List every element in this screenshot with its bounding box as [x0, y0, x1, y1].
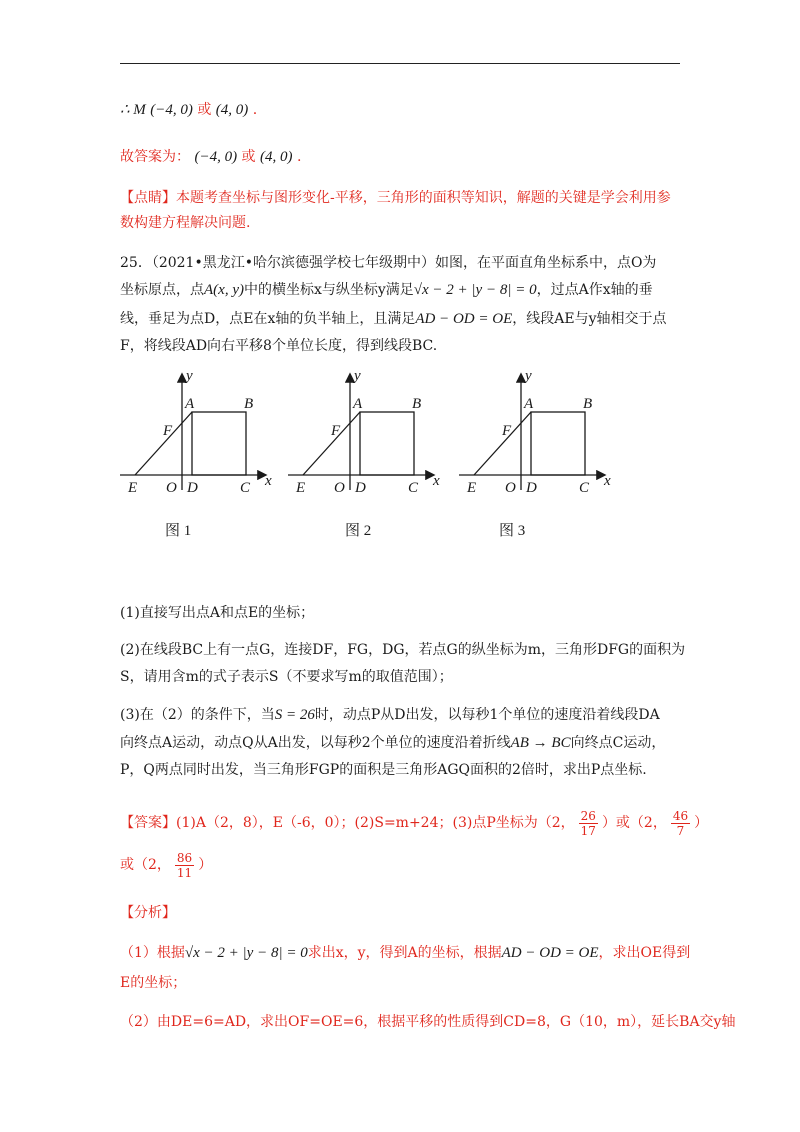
fig2-label-x: x — [433, 473, 440, 489]
dianjing-line-1: 【点睛】本题考查坐标与图形变化-平移，三角形的面积等知识，解题的关键是学会利用参 — [120, 190, 671, 206]
fig2-caption: 图 2 — [345, 523, 372, 539]
fig3-label-E: E — [467, 480, 477, 496]
part-2-line-2: S，请用含m的式子表示S（不要求写m的取值范围）； — [120, 669, 453, 685]
fig1-label-A: A — [185, 396, 195, 412]
fig2-label-C: C — [408, 480, 419, 496]
header-rule — [120, 63, 680, 64]
fig2-label-F: F — [331, 423, 341, 439]
fig3-caption: 图 3 — [499, 523, 526, 539]
fig1-label-E: E — [128, 480, 138, 496]
answer-line-2: 或（2， $\frac{86}{11}$ ） — [120, 850, 213, 880]
fig1-label-y: y — [186, 368, 193, 384]
fig2-label-B: B — [412, 396, 422, 412]
fig1-label-C: C — [240, 480, 251, 496]
answer-fraction-1: $\frac{26}{17}$ — [580, 808, 596, 838]
analysis-1-line-2: E的坐标； — [120, 975, 187, 991]
fig2-label-A: A — [353, 396, 363, 412]
fig2-label-D: D — [355, 480, 366, 496]
part-3-line-2: 向终点A运动，动点Q从A出发，以每秒2个单位的速度沿着折线AB → BC向终点C运动， — [120, 735, 666, 751]
part-2-line-1: (2)在线段BC上有一点G，连接DF，FG，DG，若点G的纵坐标为m，三角形DFG的面积为 — [120, 642, 686, 658]
dianjing-line-2: 数构建方程解决问题. — [120, 215, 251, 231]
fig3-label-B: B — [583, 396, 593, 412]
fig3-label-O: O — [505, 480, 516, 496]
part-3-line-1: (3)在（2）的条件下，当S = 26时，动点P从D出发，以每秒1个单位的速度沿着线段DA — [120, 707, 660, 723]
fig1-label-F: F — [163, 423, 173, 439]
q25-line-1: 25．（2021•黑龙江•哈尔滨德强学校七年级期中）如图，在平面直角坐标系中，点O为 — [120, 255, 657, 271]
fig1-label-B: B — [244, 396, 254, 412]
fig2-label-O: O — [334, 480, 345, 496]
fig3-label-x: x — [604, 473, 611, 489]
fig1-caption: 图 1 — [165, 523, 192, 539]
part-3-line-3: P，Q两点同时出发，当三角形FGP的面积是三角形AGQ面积的2倍时，求出P点坐标. — [120, 762, 647, 778]
line-answer-is: 故答案为： (−4, 0) 或 (4, 0) . — [120, 149, 302, 165]
answer-fraction-3: $\frac{86}{11}$ — [176, 850, 193, 880]
fig3-label-D: D — [526, 480, 537, 496]
fig1-label-D: D — [187, 480, 198, 496]
figure-1 — [115, 365, 285, 545]
fig1-label-O: O — [166, 480, 177, 496]
fig3-label-A: A — [524, 396, 534, 412]
fig3-label-C: C — [579, 480, 590, 496]
fig2-label-E: E — [296, 480, 306, 496]
line-m-result: ∴ M (−4, 0) 或 (4, 0) . — [120, 102, 258, 118]
answer-line-1: 【答案】(1)A（2，8），E（-6，0）；(2)S=m+24；(3)点P坐标为（2， $\frac{26}{17}$ ）或（2， $\frac{46}{7}$ ） — [120, 808, 709, 838]
q25-line-4: F，将线段AD向右平移8个单位长度，得到线段BC. — [120, 338, 438, 354]
fig1-label-x: x — [265, 473, 272, 489]
analysis-heading: 【分析】 — [120, 905, 176, 921]
q25-line-3: 线，垂足为点D，点E在x轴的负半轴上，且满足AD − OD = OE，线段AE与y轴相交于点 — [120, 311, 667, 327]
analysis-1-line-1: （1）根据√x − 2 + |y − 8| = 0求出x，y，得到A的坐标，根据AD − OD = OE，求出OE得到 — [120, 945, 691, 961]
fig3-label-y: y — [525, 368, 532, 384]
analysis-2-line-1: （2）由DE=6=AD，求出OF=OE=6，根据平移的性质得到CD=8，G（10，m），延长BA交y轴 — [120, 1014, 736, 1030]
figure-3 — [454, 365, 624, 545]
q25-line-2: 坐标原点，点A(x, y)中的横坐标x与纵坐标y满足√x − 2 + |y − 8| = 0，过点A作x轴的垂 — [120, 282, 653, 298]
answer-fraction-2: $\frac{46}{7}$ — [672, 808, 689, 838]
figure-2-diagram — [283, 365, 453, 545]
figure-1-diagram — [115, 365, 285, 545]
fig2-label-y: y — [354, 368, 361, 384]
part-1: (1)直接写出点A和点E的坐标； — [120, 605, 315, 621]
fig3-label-F: F — [502, 423, 512, 439]
figure-2 — [283, 365, 453, 545]
figure-3-diagram — [454, 365, 624, 545]
